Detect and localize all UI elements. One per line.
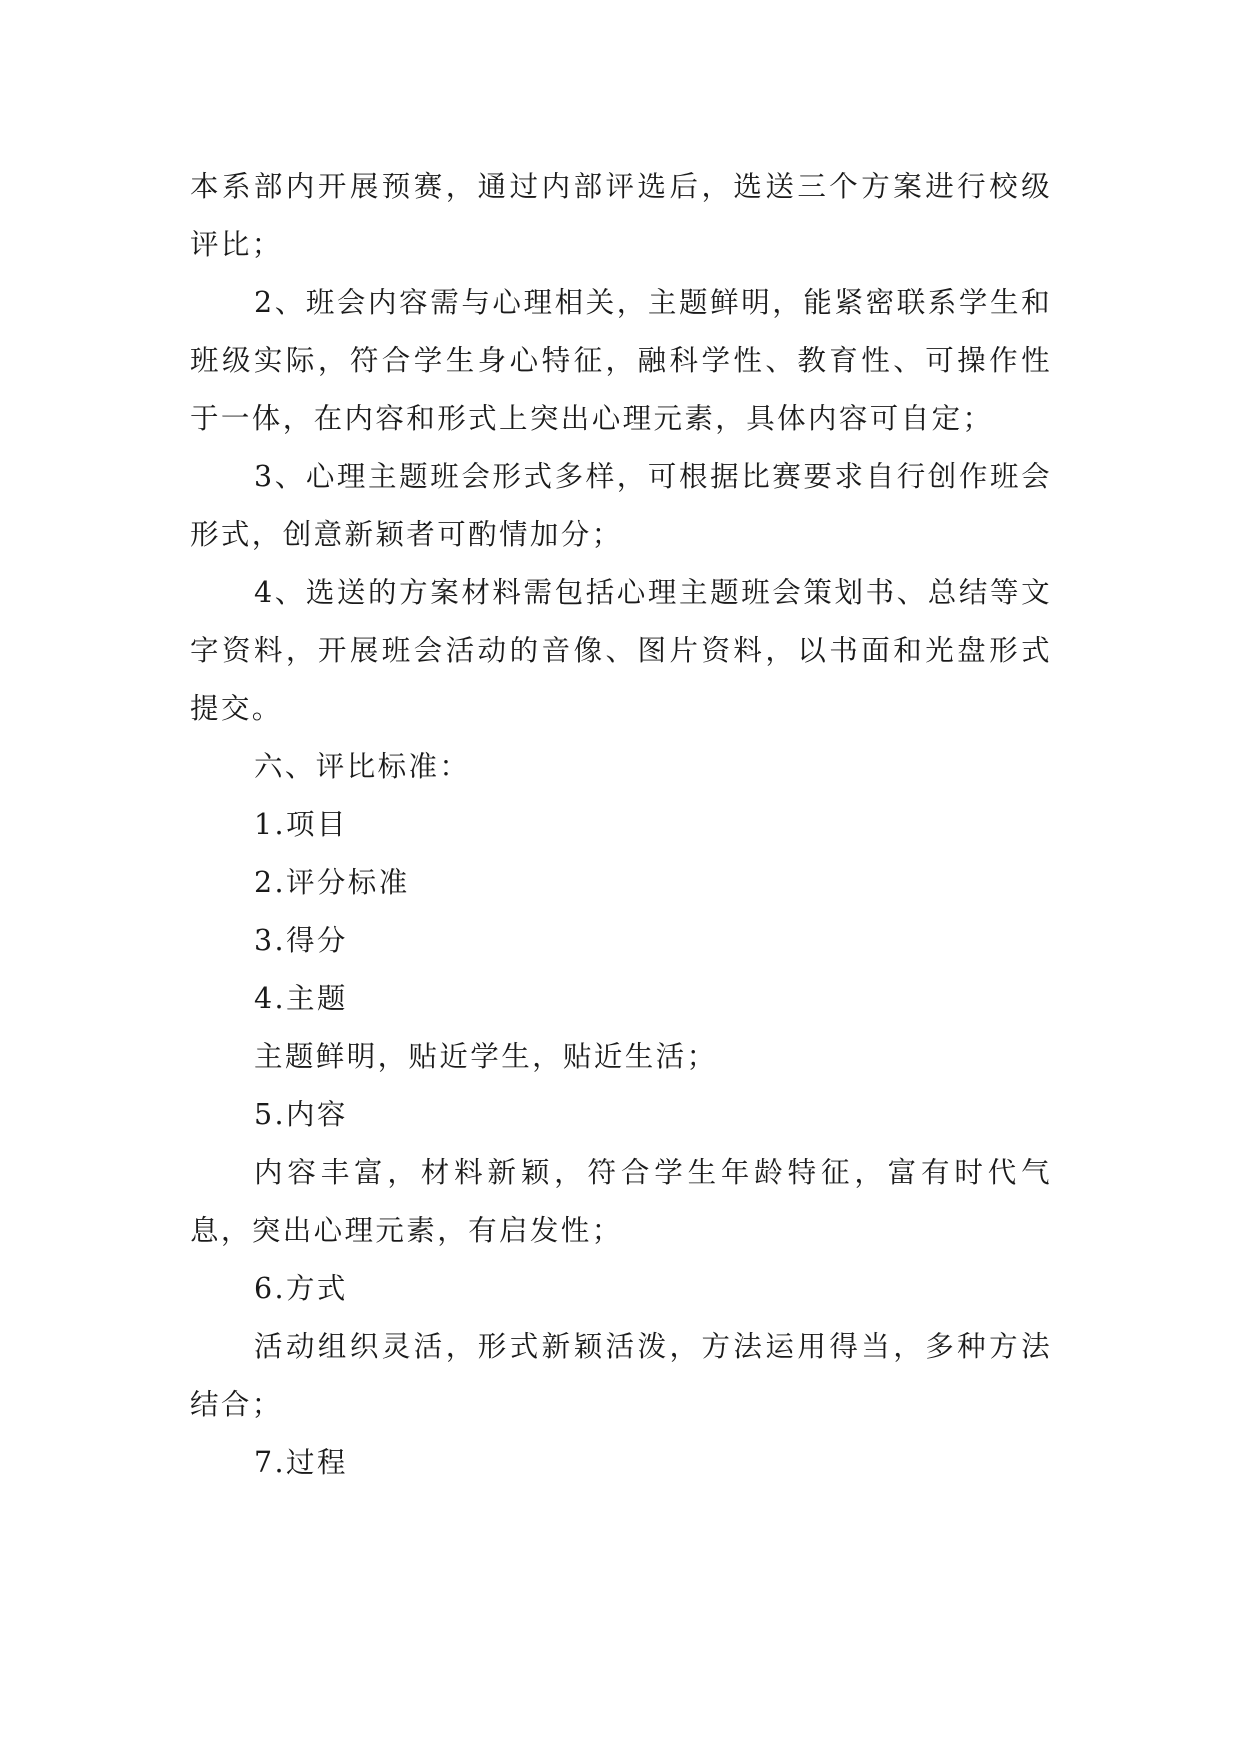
method-description: 活动组织灵活，形式新颖活泼，方法运用得当，多种方法结合； — [190, 1330, 1052, 1421]
list-item-scoring-standard: 2.评分标准 — [254, 866, 410, 899]
paragraph-item-2: 2、班会内容需与心理相关，主题鲜明，能紧密联系学生和班级实际，符合学生身心特征，融科学性、教育性、可操作性于一体，在内容和形式上突出心理元素，具体内容可自定； — [190, 286, 1052, 435]
paragraph-item-4: 4、选送的方案材料需包括心理主题班会策划书、总结等文字资料，开展班会活动的音像、图片资料，以书面和光盘形式提交。 — [190, 576, 1052, 725]
list-item-theme: 4.主题 — [254, 982, 348, 1015]
document-body — [190, 158, 1052, 1492]
paragraph-item-3: 3、心理主题班会形式多样，可根据比赛要求自行创作班会形式，创意新颖者可酌情加分； — [190, 460, 1052, 551]
list-item-project: 1.项目 — [254, 808, 348, 841]
list-item-score: 3.得分 — [254, 924, 348, 957]
list-item-content: 5.内容 — [254, 1098, 348, 1131]
paragraph-continuation: 本系部内开展预赛，通过内部评选后，选送三个方案进行校级评比； — [190, 170, 1052, 261]
theme-description: 主题鲜明，贴近学生，贴近生活； — [254, 1040, 718, 1073]
section-heading-criteria: 六、评比标准： — [254, 750, 471, 783]
list-item-process: 7.过程 — [254, 1446, 348, 1479]
content-description: 内容丰富，材料新颖，符合学生年龄特征，富有时代气息，突出心理元素，有启发性； — [190, 1156, 1052, 1247]
list-item-method: 6.方式 — [254, 1272, 348, 1305]
